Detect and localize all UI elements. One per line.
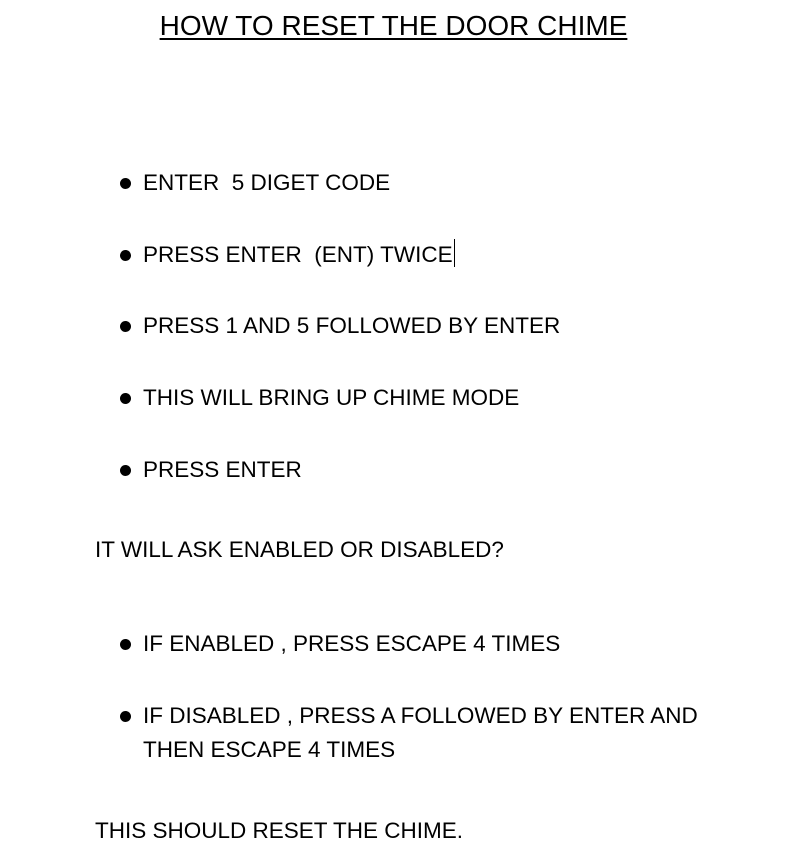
step-text: PRESS 1 AND 5 FOLLOWED BY ENTER xyxy=(143,313,561,338)
step-text: PRESS ENTER xyxy=(143,457,302,482)
bullet-icon xyxy=(120,250,131,261)
step-text-content: PRESS ENTER (ENT) TWICE xyxy=(143,242,453,267)
bullet-icon xyxy=(120,321,131,332)
bullet-icon xyxy=(120,178,131,189)
step-text: IF DISABLED , PRESS A FOLLOWED BY ENTER AND THEN ESCAPE 4 TIMES xyxy=(143,703,704,762)
bullet-icon xyxy=(120,639,131,650)
conclusion-paragraph: THIS SHOULD RESET THE CHIME. xyxy=(95,818,463,843)
bullet-icon xyxy=(120,393,131,404)
question-paragraph: IT WILL ASK ENABLED OR DISABLED? xyxy=(95,537,504,562)
step-text: ENTER 5 DIGET CODE xyxy=(143,170,391,195)
bullet-icon xyxy=(120,465,131,476)
step-text xyxy=(143,238,703,272)
bullet-icon xyxy=(120,711,131,722)
text-cursor xyxy=(454,239,455,267)
step-text: IF ENABLED , PRESS ESCAPE 4 TIMES xyxy=(143,631,561,656)
step-text: THIS WILL BRING UP CHIME MODE xyxy=(143,385,520,410)
document-title: HOW TO RESET THE DOOR CHIME xyxy=(159,10,628,41)
